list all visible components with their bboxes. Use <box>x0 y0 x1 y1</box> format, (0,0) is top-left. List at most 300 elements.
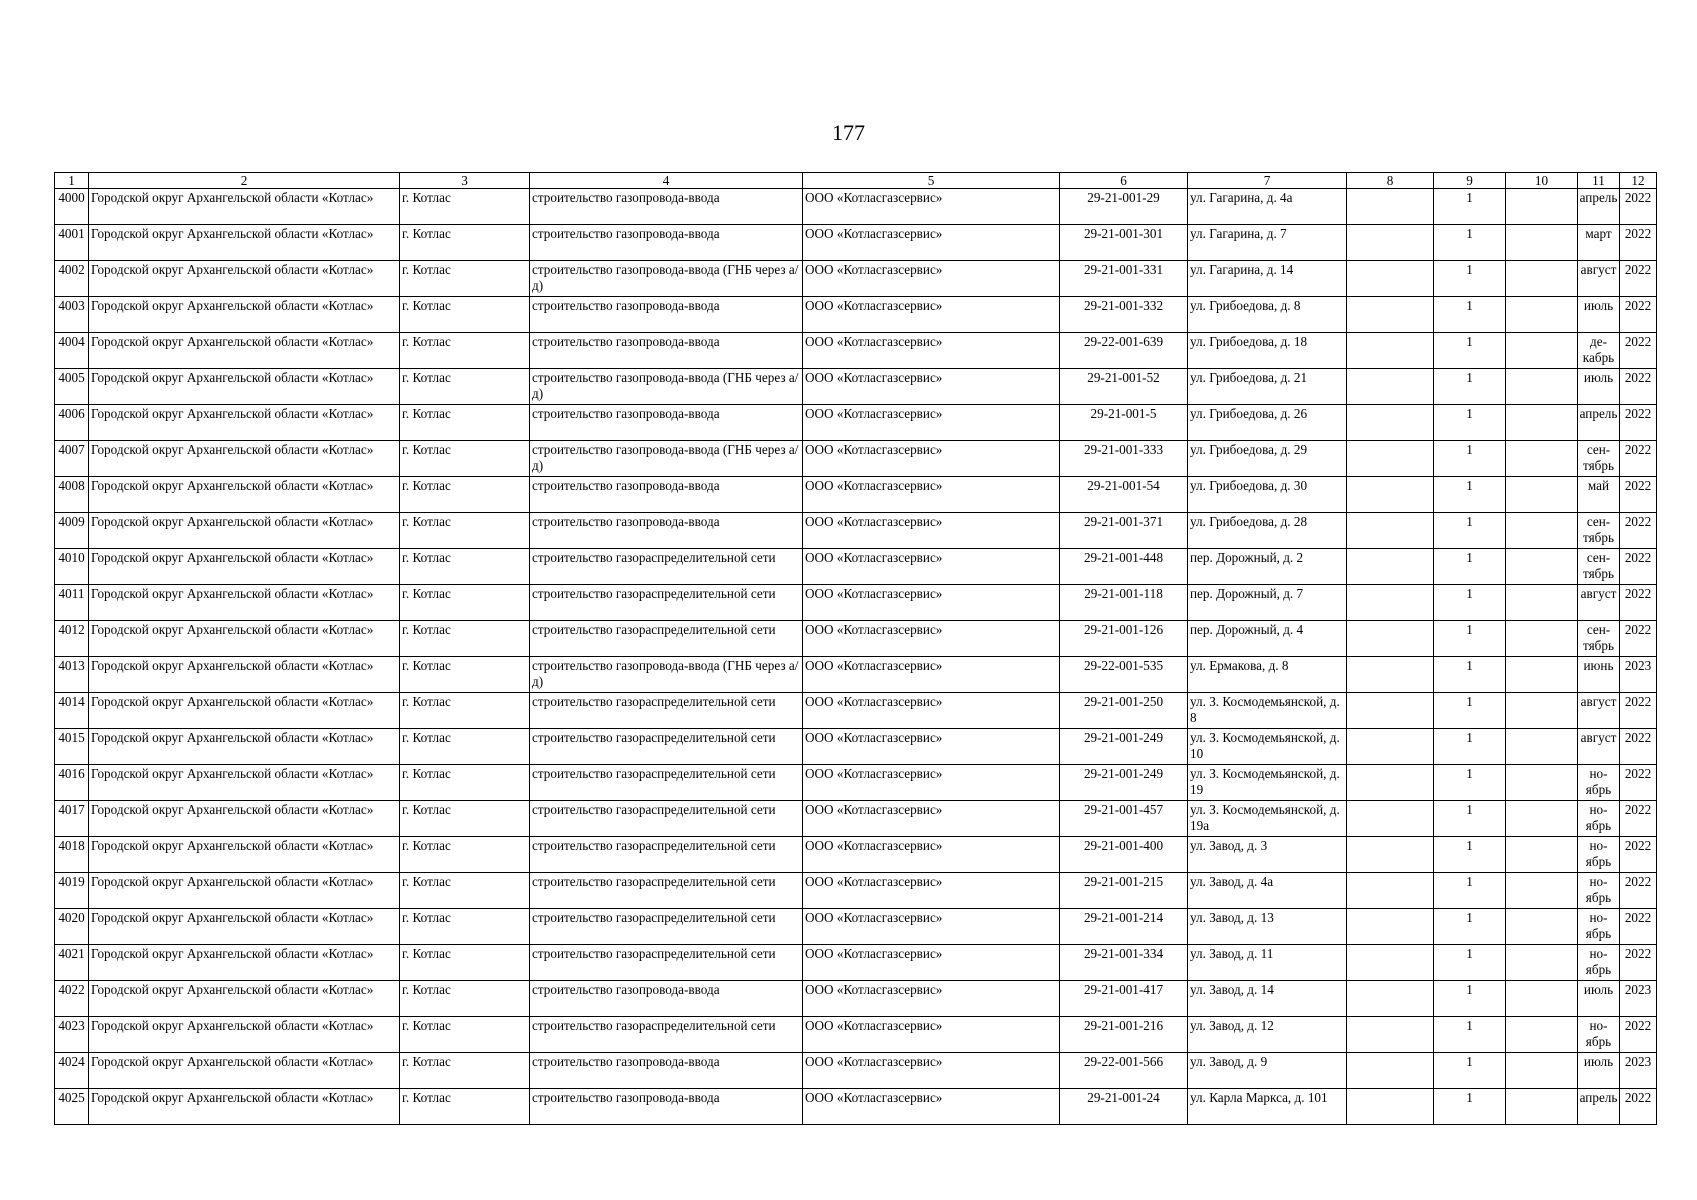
table-row <box>55 585 1657 621</box>
organization-cell: ООО «Котласгазсервис» <box>803 441 1060 477</box>
municipality-cell: Городской округ Архангельской области «Котлас» <box>89 873 400 909</box>
work-type-cell: строительство газопровода-ввода (ГНБ через а/д) <box>530 369 803 405</box>
object-code-cell: 29-21-001-334 <box>1060 945 1188 981</box>
municipality-cell: Городской округ Архангельской области «Котлас» <box>89 801 400 837</box>
table-row <box>55 477 1657 513</box>
municipality-cell: Городской округ Архангельской области «Котлас» <box>89 945 400 981</box>
page-number: 177 <box>832 120 865 145</box>
municipality-cell: Городской округ Архангельской области «Котлас» <box>89 585 400 621</box>
column-10-cell <box>1506 945 1578 981</box>
year-cell: 2022 <box>1620 333 1657 369</box>
column-10-cell <box>1506 549 1578 585</box>
organization-cell: ООО «Котласгазсервис» <box>803 513 1060 549</box>
address-cell: ул. Гагарина, д. 14 <box>1188 261 1347 297</box>
table-row <box>55 297 1657 333</box>
organization-cell: ООО «Котласгазсервис» <box>803 837 1060 873</box>
organization-cell: ООО «Котласгазсервис» <box>803 1053 1060 1089</box>
column-10-cell <box>1506 729 1578 765</box>
settlement-cell: г. Котлас <box>400 369 530 405</box>
quantity-cell: 1 <box>1434 297 1506 333</box>
column-8-cell <box>1347 693 1434 729</box>
municipality-cell: Городской округ Архангельской области «Котлас» <box>89 621 400 657</box>
quantity-cell: 1 <box>1434 657 1506 693</box>
column-header: 8 <box>1347 173 1434 189</box>
object-code-cell: 29-21-001-249 <box>1060 765 1188 801</box>
year-cell: 2022 <box>1620 873 1657 909</box>
address-cell: пер. Дорожный, д. 7 <box>1188 585 1347 621</box>
organization-cell: ООО «Котласгазсервис» <box>803 981 1060 1017</box>
organization-cell: ООО «Котласгазсервис» <box>803 801 1060 837</box>
work-type-cell: строительство газораспределительной сети <box>530 945 803 981</box>
table-row <box>55 1089 1657 1125</box>
month-cell: август <box>1578 585 1620 621</box>
column-10-cell <box>1506 621 1578 657</box>
table-row <box>55 441 1657 477</box>
table-row <box>55 1017 1657 1053</box>
organization-cell: ООО «Котласгазсервис» <box>803 585 1060 621</box>
work-type-cell: строительство газопровода-ввода <box>530 297 803 333</box>
object-code-cell: 29-21-001-332 <box>1060 297 1188 333</box>
row-number-cell: 4003 <box>55 297 89 333</box>
column-header: 2 <box>89 173 400 189</box>
organization-cell: ООО «Котласгазсервис» <box>803 297 1060 333</box>
month-cell: но-ябрь <box>1578 1017 1620 1053</box>
row-number-cell: 4022 <box>55 981 89 1017</box>
column-8-cell <box>1347 225 1434 261</box>
settlement-cell: г. Котлас <box>400 189 530 225</box>
address-cell: ул. З. Космодемьянской, д. 19а <box>1188 801 1347 837</box>
organization-cell: ООО «Котласгазсервис» <box>803 873 1060 909</box>
column-10-cell <box>1506 405 1578 441</box>
column-8-cell <box>1347 549 1434 585</box>
address-cell: ул. З. Космодемьянской, д. 19 <box>1188 765 1347 801</box>
column-8-cell <box>1347 369 1434 405</box>
object-code-cell: 29-21-001-118 <box>1060 585 1188 621</box>
settlement-cell: г. Котлас <box>400 693 530 729</box>
settlement-cell: г. Котлас <box>400 729 530 765</box>
month-cell: но-ябрь <box>1578 837 1620 873</box>
work-type-cell: строительство газопровода-ввода <box>530 225 803 261</box>
month-cell: сен-тябрь <box>1578 549 1620 585</box>
settlement-cell: г. Котлас <box>400 441 530 477</box>
municipality-cell: Городской округ Архангельской области «Котлас» <box>89 765 400 801</box>
settlement-cell: г. Котлас <box>400 513 530 549</box>
month-cell: но-ябрь <box>1578 801 1620 837</box>
column-10-cell <box>1506 225 1578 261</box>
year-cell: 2022 <box>1620 225 1657 261</box>
row-number-cell: 4018 <box>55 837 89 873</box>
row-number-cell: 4013 <box>55 657 89 693</box>
municipality-cell: Городской округ Архангельской области «Котлас» <box>89 1017 400 1053</box>
work-type-cell: строительство газораспределительной сети <box>530 693 803 729</box>
table-row <box>55 837 1657 873</box>
year-cell: 2022 <box>1620 801 1657 837</box>
address-cell: ул. Завод, д. 4а <box>1188 873 1347 909</box>
municipality-cell: Городской округ Архангельской области «Котлас» <box>89 261 400 297</box>
year-cell: 2022 <box>1620 765 1657 801</box>
column-8-cell <box>1347 513 1434 549</box>
address-cell: ул. Завод, д. 9 <box>1188 1053 1347 1089</box>
year-cell: 2022 <box>1620 837 1657 873</box>
organization-cell: ООО «Котласгазсервис» <box>803 405 1060 441</box>
column-10-cell <box>1506 657 1578 693</box>
municipality-cell: Городской округ Архангельской области «Котлас» <box>89 729 400 765</box>
municipality-cell: Городской округ Архангельской области «Котлас» <box>89 513 400 549</box>
table-row <box>55 909 1657 945</box>
quantity-cell: 1 <box>1434 837 1506 873</box>
object-code-cell: 29-21-001-215 <box>1060 873 1188 909</box>
row-number-cell: 4012 <box>55 621 89 657</box>
year-cell: 2022 <box>1620 405 1657 441</box>
row-number-cell: 4007 <box>55 441 89 477</box>
municipality-cell: Городской округ Архангельской области «Котлас» <box>89 405 400 441</box>
row-number-cell: 4014 <box>55 693 89 729</box>
organization-cell: ООО «Котласгазсервис» <box>803 729 1060 765</box>
month-cell: август <box>1578 729 1620 765</box>
address-cell: ул. З. Космодемьянской, д. 8 <box>1188 693 1347 729</box>
quantity-cell: 1 <box>1434 1089 1506 1125</box>
object-code-cell: 29-21-001-400 <box>1060 837 1188 873</box>
municipality-cell: Городской округ Архангельской области «Котлас» <box>89 369 400 405</box>
column-8-cell <box>1347 1017 1434 1053</box>
quantity-cell: 1 <box>1434 477 1506 513</box>
year-cell: 2022 <box>1620 261 1657 297</box>
month-cell: август <box>1578 261 1620 297</box>
object-code-cell: 29-21-001-301 <box>1060 225 1188 261</box>
column-10-cell <box>1506 1053 1578 1089</box>
table-row <box>55 621 1657 657</box>
address-cell: ул. Завод, д. 12 <box>1188 1017 1347 1053</box>
quantity-cell: 1 <box>1434 549 1506 585</box>
year-cell: 2022 <box>1620 549 1657 585</box>
column-header: 7 <box>1188 173 1347 189</box>
object-code-cell: 29-21-001-417 <box>1060 981 1188 1017</box>
year-cell: 2022 <box>1620 477 1657 513</box>
year-cell: 2022 <box>1620 441 1657 477</box>
column-8-cell <box>1347 405 1434 441</box>
object-code-cell: 29-21-001-250 <box>1060 693 1188 729</box>
table-row <box>55 801 1657 837</box>
address-cell: ул. Грибоедова, д. 28 <box>1188 513 1347 549</box>
quantity-cell: 1 <box>1434 765 1506 801</box>
table-row <box>55 1053 1657 1089</box>
quantity-cell: 1 <box>1434 585 1506 621</box>
year-cell: 2023 <box>1620 657 1657 693</box>
year-cell: 2022 <box>1620 189 1657 225</box>
work-type-cell: строительство газопровода-ввода <box>530 405 803 441</box>
column-10-cell <box>1506 477 1578 513</box>
object-code-cell: 29-22-001-639 <box>1060 333 1188 369</box>
quantity-cell: 1 <box>1434 621 1506 657</box>
row-number-cell: 4002 <box>55 261 89 297</box>
column-header: 10 <box>1506 173 1578 189</box>
month-cell: но-ябрь <box>1578 945 1620 981</box>
address-cell: ул. Грибоедова, д. 8 <box>1188 297 1347 333</box>
year-cell: 2022 <box>1620 513 1657 549</box>
object-code-cell: 29-21-001-5 <box>1060 405 1188 441</box>
column-10-cell <box>1506 1017 1578 1053</box>
quantity-cell: 1 <box>1434 369 1506 405</box>
column-10-cell <box>1506 513 1578 549</box>
organization-cell: ООО «Котласгазсервис» <box>803 477 1060 513</box>
quantity-cell: 1 <box>1434 405 1506 441</box>
organization-cell: ООО «Котласгазсервис» <box>803 189 1060 225</box>
row-number-cell: 4009 <box>55 513 89 549</box>
month-cell: июль <box>1578 297 1620 333</box>
year-cell: 2022 <box>1620 693 1657 729</box>
column-number-row <box>55 173 1657 189</box>
work-type-cell: строительство газораспределительной сети <box>530 729 803 765</box>
organization-cell: ООО «Котласгазсервис» <box>803 225 1060 261</box>
municipality-cell: Городской округ Архангельской области «Котлас» <box>89 837 400 873</box>
work-type-cell: строительство газораспределительной сети <box>530 909 803 945</box>
address-cell: ул. Завод, д. 3 <box>1188 837 1347 873</box>
table-row <box>55 873 1657 909</box>
month-cell: июль <box>1578 369 1620 405</box>
address-cell: ул. Гагарина, д. 7 <box>1188 225 1347 261</box>
object-code-cell: 29-21-001-24 <box>1060 1089 1188 1125</box>
row-number-cell: 4019 <box>55 873 89 909</box>
table-row <box>55 693 1657 729</box>
organization-cell: ООО «Котласгазсервис» <box>803 909 1060 945</box>
row-number-cell: 4025 <box>55 1089 89 1125</box>
table-row <box>55 513 1657 549</box>
month-cell: де-кабрь <box>1578 333 1620 369</box>
municipality-cell: Городской округ Архангельской области «Котлас» <box>89 549 400 585</box>
row-number-cell: 4015 <box>55 729 89 765</box>
column-8-cell <box>1347 477 1434 513</box>
municipality-cell: Городской округ Архангельской области «Котлас» <box>89 909 400 945</box>
column-header: 1 <box>55 173 89 189</box>
organization-cell: ООО «Котласгазсервис» <box>803 693 1060 729</box>
organization-cell: ООО «Котласгазсервис» <box>803 657 1060 693</box>
row-number-cell: 4005 <box>55 369 89 405</box>
settlement-cell: г. Котлас <box>400 477 530 513</box>
month-cell: сен-тябрь <box>1578 621 1620 657</box>
work-type-cell: строительство газопровода-ввода (ГНБ через а/д) <box>530 657 803 693</box>
work-type-cell: строительство газопровода-ввода <box>530 513 803 549</box>
column-8-cell <box>1347 801 1434 837</box>
column-8-cell <box>1347 585 1434 621</box>
column-8-cell <box>1347 873 1434 909</box>
year-cell: 2022 <box>1620 369 1657 405</box>
quantity-cell: 1 <box>1434 189 1506 225</box>
object-code-cell: 29-21-001-448 <box>1060 549 1188 585</box>
column-header: 9 <box>1434 173 1506 189</box>
settlement-cell: г. Котлас <box>400 1017 530 1053</box>
address-cell: ул. Грибоедова, д. 30 <box>1188 477 1347 513</box>
quantity-cell: 1 <box>1434 441 1506 477</box>
municipality-cell: Городской округ Архангельской области «Котлас» <box>89 333 400 369</box>
address-cell: пер. Дорожный, д. 4 <box>1188 621 1347 657</box>
row-number-cell: 4000 <box>55 189 89 225</box>
settlement-cell: г. Котлас <box>400 405 530 441</box>
address-cell: пер. Дорожный, д. 2 <box>1188 549 1347 585</box>
organization-cell: ООО «Котласгазсервис» <box>803 621 1060 657</box>
column-10-cell <box>1506 261 1578 297</box>
municipality-cell: Городской округ Архангельской области «Котлас» <box>89 1053 400 1089</box>
address-cell: ул. Ермакова, д. 8 <box>1188 657 1347 693</box>
column-10-cell <box>1506 693 1578 729</box>
row-number-cell: 4001 <box>55 225 89 261</box>
work-type-cell: строительство газопровода-ввода <box>530 333 803 369</box>
address-cell: ул. Карла Маркса, д. 101 <box>1188 1089 1347 1125</box>
month-cell: июль <box>1578 981 1620 1017</box>
column-header: 3 <box>400 173 530 189</box>
settlement-cell: г. Котлас <box>400 585 530 621</box>
settlement-cell: г. Котлас <box>400 261 530 297</box>
object-code-cell: 29-21-001-216 <box>1060 1017 1188 1053</box>
year-cell: 2022 <box>1620 585 1657 621</box>
column-8-cell <box>1347 909 1434 945</box>
column-8-cell <box>1347 1089 1434 1125</box>
column-8-cell <box>1347 621 1434 657</box>
object-code-cell: 29-21-001-126 <box>1060 621 1188 657</box>
object-code-cell: 29-21-001-29 <box>1060 189 1188 225</box>
row-number-cell: 4016 <box>55 765 89 801</box>
column-10-cell <box>1506 765 1578 801</box>
row-number-cell: 4004 <box>55 333 89 369</box>
year-cell: 2023 <box>1620 1053 1657 1089</box>
year-cell: 2022 <box>1620 297 1657 333</box>
month-cell: но-ябрь <box>1578 765 1620 801</box>
month-cell: апрель <box>1578 1089 1620 1125</box>
settlement-cell: г. Котлас <box>400 1053 530 1089</box>
settlement-cell: г. Котлас <box>400 801 530 837</box>
object-code-cell: 29-22-001-535 <box>1060 657 1188 693</box>
work-type-cell: строительство газораспределительной сети <box>530 621 803 657</box>
table-row <box>55 333 1657 369</box>
column-header: 4 <box>530 173 803 189</box>
registry-table <box>54 172 1657 1125</box>
settlement-cell: г. Котлас <box>400 657 530 693</box>
registry-rows <box>55 189 1657 1125</box>
object-code-cell: 29-21-001-333 <box>1060 441 1188 477</box>
column-8-cell <box>1347 189 1434 225</box>
quantity-cell: 1 <box>1434 333 1506 369</box>
column-8-cell <box>1347 981 1434 1017</box>
work-type-cell: строительство газораспределительной сети <box>530 873 803 909</box>
quantity-cell: 1 <box>1434 909 1506 945</box>
address-cell: ул. З. Космодемьянской, д. 10 <box>1188 729 1347 765</box>
table-row <box>55 225 1657 261</box>
municipality-cell: Городской округ Архангельской области «Котлас» <box>89 477 400 513</box>
object-code-cell: 29-21-001-457 <box>1060 801 1188 837</box>
row-number-cell: 4020 <box>55 909 89 945</box>
settlement-cell: г. Котлас <box>400 945 530 981</box>
address-cell: ул. Грибоедова, д. 21 <box>1188 369 1347 405</box>
month-cell: август <box>1578 693 1620 729</box>
work-type-cell: строительство газопровода-ввода <box>530 981 803 1017</box>
column-8-cell <box>1347 729 1434 765</box>
column-header: 11 <box>1578 173 1620 189</box>
column-10-cell <box>1506 981 1578 1017</box>
organization-cell: ООО «Котласгазсервис» <box>803 765 1060 801</box>
column-8-cell <box>1347 333 1434 369</box>
organization-cell: ООО «Котласгазсервис» <box>803 945 1060 981</box>
organization-cell: ООО «Котласгазсервис» <box>803 549 1060 585</box>
organization-cell: ООО «Котласгазсервис» <box>803 369 1060 405</box>
municipality-cell: Городской округ Архангельской области «Котлас» <box>89 189 400 225</box>
work-type-cell: строительство газораспределительной сети <box>530 837 803 873</box>
table-row <box>55 981 1657 1017</box>
row-number-cell: 4008 <box>55 477 89 513</box>
address-cell: ул. Гагарина, д. 4а <box>1188 189 1347 225</box>
row-number-cell: 4010 <box>55 549 89 585</box>
object-code-cell: 29-21-001-54 <box>1060 477 1188 513</box>
settlement-cell: г. Котлас <box>400 549 530 585</box>
month-cell: май <box>1578 477 1620 513</box>
quantity-cell: 1 <box>1434 981 1506 1017</box>
quantity-cell: 1 <box>1434 729 1506 765</box>
table-row <box>55 405 1657 441</box>
settlement-cell: г. Котлас <box>400 225 530 261</box>
column-10-cell <box>1506 189 1578 225</box>
quantity-cell: 1 <box>1434 225 1506 261</box>
organization-cell: ООО «Котласгазсервис» <box>803 1089 1060 1125</box>
month-cell: но-ябрь <box>1578 873 1620 909</box>
year-cell: 2023 <box>1620 981 1657 1017</box>
municipality-cell: Городской округ Архангельской области «Котлас» <box>89 441 400 477</box>
address-cell: ул. Грибоедова, д. 29 <box>1188 441 1347 477</box>
month-cell: сен-тябрь <box>1578 441 1620 477</box>
object-code-cell: 29-21-001-214 <box>1060 909 1188 945</box>
quantity-cell: 1 <box>1434 1017 1506 1053</box>
settlement-cell: г. Котлас <box>400 297 530 333</box>
settlement-cell: г. Котлас <box>400 909 530 945</box>
month-cell: июль <box>1578 1053 1620 1089</box>
row-number-cell: 4011 <box>55 585 89 621</box>
settlement-cell: г. Котлас <box>400 1089 530 1125</box>
row-number-cell: 4006 <box>55 405 89 441</box>
settlement-cell: г. Котлас <box>400 765 530 801</box>
organization-cell: ООО «Котласгазсервис» <box>803 261 1060 297</box>
object-code-cell: 29-21-001-331 <box>1060 261 1188 297</box>
table-row <box>55 657 1657 693</box>
quantity-cell: 1 <box>1434 801 1506 837</box>
work-type-cell: строительство газопровода-ввода <box>530 1089 803 1125</box>
settlement-cell: г. Котлас <box>400 837 530 873</box>
work-type-cell: строительство газопровода-ввода <box>530 477 803 513</box>
municipality-cell: Городской округ Архангельской области «Котлас» <box>89 1089 400 1125</box>
year-cell: 2022 <box>1620 909 1657 945</box>
column-header: 5 <box>803 173 1060 189</box>
organization-cell: ООО «Котласгазсервис» <box>803 333 1060 369</box>
table-row <box>55 729 1657 765</box>
column-8-cell <box>1347 945 1434 981</box>
work-type-cell: строительство газораспределительной сети <box>530 1017 803 1053</box>
column-8-cell <box>1347 837 1434 873</box>
organization-cell: ООО «Котласгазсервис» <box>803 1017 1060 1053</box>
quantity-cell: 1 <box>1434 513 1506 549</box>
column-10-cell <box>1506 369 1578 405</box>
row-number-cell: 4023 <box>55 1017 89 1053</box>
column-10-cell <box>1506 909 1578 945</box>
table-row <box>55 945 1657 981</box>
year-cell: 2022 <box>1620 945 1657 981</box>
column-10-cell <box>1506 585 1578 621</box>
work-type-cell: строительство газопровода-ввода (ГНБ через а/д) <box>530 261 803 297</box>
quantity-cell: 1 <box>1434 693 1506 729</box>
month-cell: апрель <box>1578 189 1620 225</box>
row-number-cell: 4017 <box>55 801 89 837</box>
year-cell: 2022 <box>1620 1017 1657 1053</box>
column-8-cell <box>1347 1053 1434 1089</box>
work-type-cell: строительство газораспределительной сети <box>530 801 803 837</box>
column-8-cell <box>1347 441 1434 477</box>
municipality-cell: Городской округ Архангельской области «Котлас» <box>89 297 400 333</box>
quantity-cell: 1 <box>1434 873 1506 909</box>
